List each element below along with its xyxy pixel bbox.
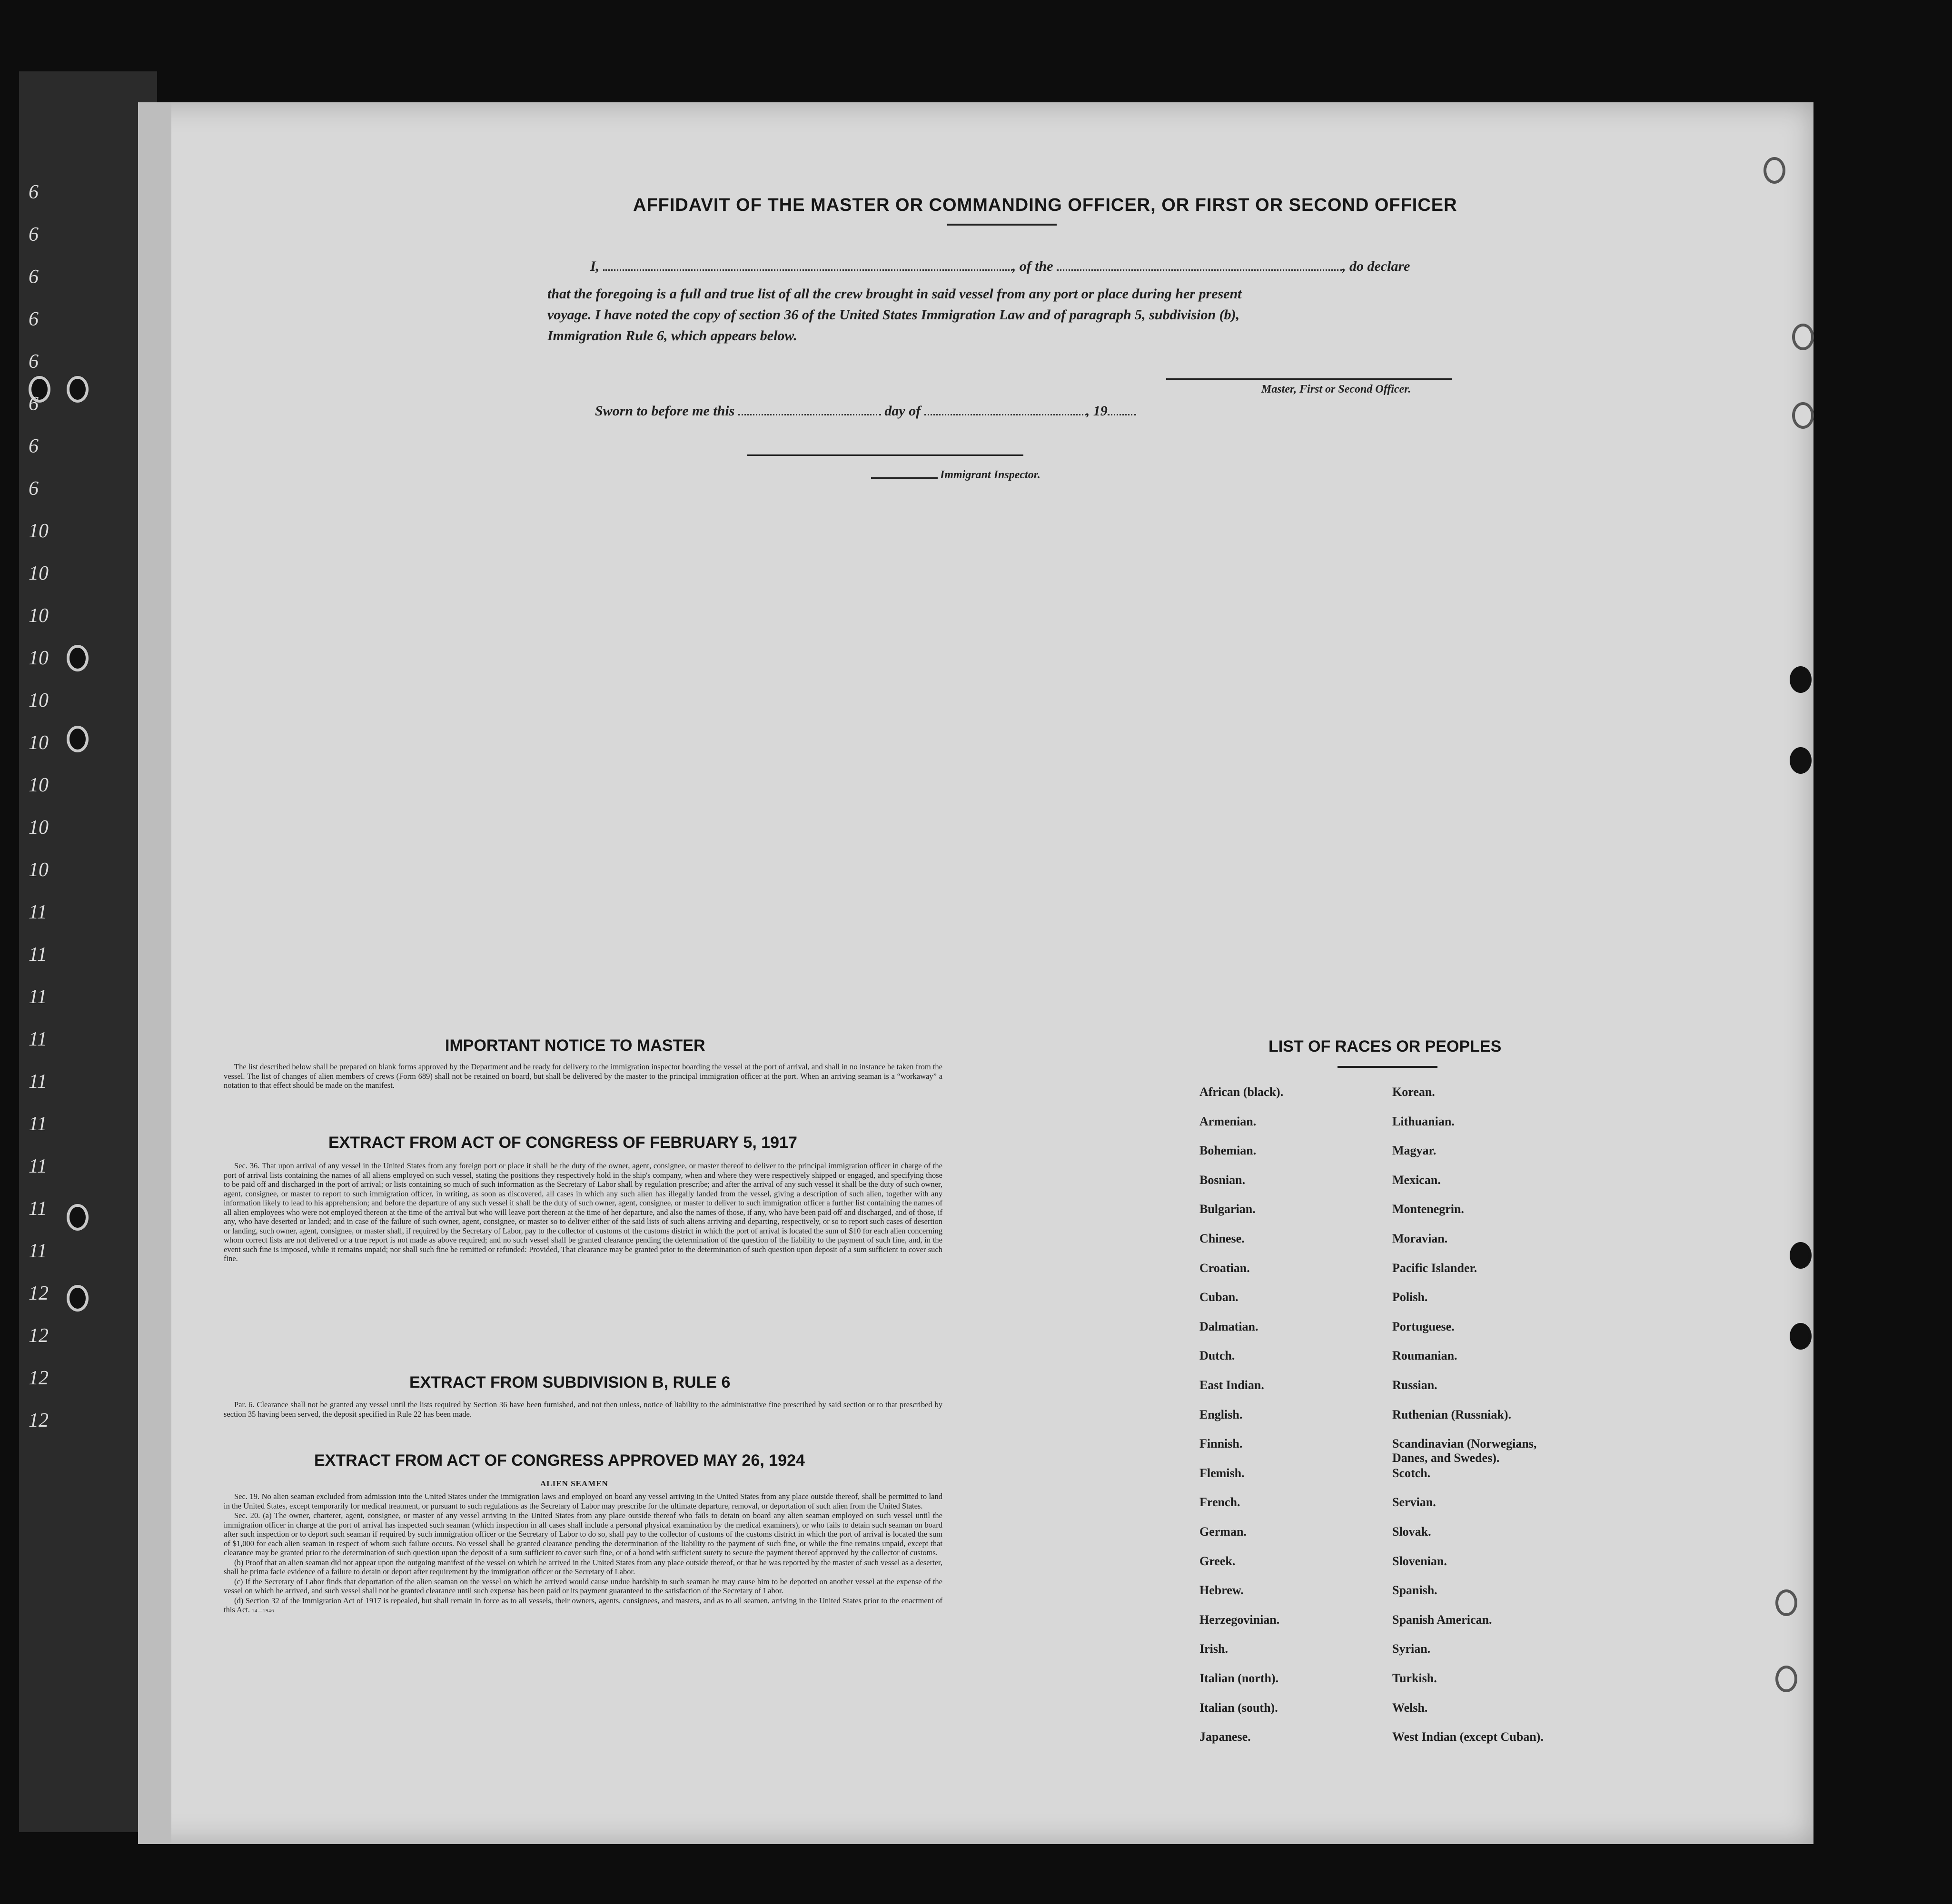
binder-hole: [67, 645, 89, 671]
section-20a-paragraph: Sec. 20. (a) The owner, charterer, agent, consignee, or master of any vessel arriving in the United States from any place outside thereof who fails to detain on board any alien seaman employed on such vessel until the immigration officer in charge at the port of arrival has inspected such seaman (which inspection in all cases shall include a personal physical examination by the medical examiners), or who fails to detain such seaman on board after such inspection or to deport such seaman if required by such immigration officer or the Secretary of Labor to do so, shall pay to the collector of customs of the customs district in which the port of arrival is located the sum of $1,000 for each alien seaman in respect of whom such failure occurs. No vessel shall be granted clearance pending the determination of the liability to the payment of such fine, or while the fine remains unpaid, except that clearance may be granted prior to the determination of such question upon the deposit of a sum sufficient to cover such fine, or of a bond with sufficient surety to secure the payment thereof approved by the collector of customs.: [224, 1511, 942, 1557]
race-entry: Spanish.: [1392, 1583, 1437, 1598]
act-1924-text: [224, 1492, 942, 1617]
of-the-label: , of the: [1012, 258, 1053, 274]
month-blank[interactable]: [924, 414, 1086, 415]
inspector-label: Immigrant Inspector.: [940, 469, 1040, 481]
page-edge: [138, 102, 171, 1844]
race-entry: Japanese.: [1199, 1730, 1251, 1744]
race-entry: Polish.: [1392, 1290, 1428, 1304]
race-entry: Lithuanian.: [1392, 1114, 1455, 1128]
binder-hole: [1790, 666, 1812, 693]
race-entry: Chinese.: [1199, 1232, 1245, 1245]
section-20c-paragraph: (c) If the Secretary of Labor finds that deportation of the alien seaman on the vessel on which he arrived would cause undue hardship to such seaman he may cause him to be deported on another vessel at the expense of the vessel on which he arrived, and such vessel shall not be granted clearance until such expense has been paid or its payment guaranteed to the satisfaction of the Secretary of Labor.: [224, 1577, 942, 1595]
notice-paragraph: The list described below shall be prepared on blank forms approved by the Department and be ready for delivery to the immigration inspector boarding the vessel at the port of arrival, and shall in no instance be taken from the vessel. The list of changes of alien members of crews (Form 689) shall not be retained on board, but shall be delivered by the master to the principal immigration officer at the port. When an arriving seaman is a “workaway” a notation to that effect should be made on the manifest.: [224, 1062, 942, 1090]
alien-seamen-subtitle: ALIEN SEAMEN: [540, 1479, 608, 1488]
race-entry: West Indian (except Cuban).: [1392, 1730, 1544, 1744]
race-entry: Portuguese.: [1392, 1319, 1455, 1333]
margin-row-number: 6: [29, 308, 39, 330]
race-entry: Montenegrin.: [1392, 1202, 1464, 1216]
i-label: I,: [590, 258, 600, 274]
race-entry: Bosnian.: [1199, 1173, 1246, 1187]
margin-row-number: 11: [29, 1198, 47, 1220]
margin-row-number: 11: [29, 901, 47, 923]
race-entry: Scandinavian (Norwegians, Danes, and Swedes).: [1392, 1437, 1537, 1465]
margin-row-number: 6: [29, 266, 39, 288]
section-19-paragraph: Sec. 19. No alien seaman excluded from admission into the United States under the immigration laws and employed on board any vessel arriving in the United States from any place outside thereof, shall be permitted to land in the United States, except temporarily for medical treatment, or pursuant to such regulations as the Secretary of Labor may prescribe for the ultimate departure, removal, or deportation of such alien from the United States.: [224, 1492, 942, 1510]
declaration-text-3: Immigration Rule 6, which appears below.: [547, 328, 797, 344]
margin-row-number: 10: [29, 520, 49, 542]
races-title-rule: [1338, 1066, 1437, 1068]
declaration-text-2: voyage. I have noted the copy of section 36 of the United States Immigration Law and of paragraph 5, subdivision (b),: [547, 307, 1240, 323]
binder-hole: [67, 1285, 89, 1312]
binder-hole: [67, 726, 89, 752]
form-number: 14—1946: [252, 1608, 275, 1614]
margin-row-number: 12: [29, 1367, 49, 1389]
sworn-label: Sworn to before me this: [595, 403, 735, 419]
race-entry: Syrian.: [1392, 1642, 1431, 1656]
margin-row-number: 11: [29, 1240, 47, 1262]
margin-row-number: 10: [29, 774, 49, 796]
binder-hole: [1764, 157, 1785, 184]
race-entry: Pacific Islander.: [1392, 1261, 1477, 1275]
race-entry: Flemish.: [1199, 1466, 1245, 1480]
race-entry: Slovak.: [1392, 1525, 1431, 1539]
race-entry: Mexican.: [1392, 1173, 1441, 1187]
race-entry: Bulgarian.: [1199, 1202, 1256, 1216]
race-entry: Scotch.: [1392, 1466, 1431, 1480]
inspector-signature-line: [747, 454, 1023, 456]
margin-row-number: 6: [29, 224, 39, 246]
race-entry: Moravian.: [1392, 1232, 1448, 1245]
margin-row-number: 10: [29, 859, 49, 881]
race-entry: East Indian.: [1199, 1378, 1264, 1392]
do-declare-label: , do declare: [1342, 258, 1410, 274]
margin-row-number: 6: [29, 181, 39, 203]
race-entry: Italian (north).: [1199, 1671, 1279, 1685]
notice-text: [224, 1062, 942, 1091]
vessel-blank[interactable]: [1057, 269, 1342, 271]
race-entry: French.: [1199, 1495, 1240, 1509]
race-entry: Greek.: [1199, 1554, 1236, 1568]
race-entry: Roumanian.: [1392, 1349, 1457, 1363]
race-entry: Hebrew.: [1199, 1583, 1244, 1598]
margin-row-number: 11: [29, 1028, 47, 1050]
section-20d-paragraph: (d) Section 32 of the Immigration Act of 1917 is repealed, but shall remain in force as to all vessels, their owners, agents, consignees, and masters, and as to all seamen, arriving in the United States prior to the enactment of this Act. 14—1946: [224, 1596, 942, 1614]
race-entry: Croatian.: [1199, 1261, 1250, 1275]
race-entry: Armenian.: [1199, 1114, 1257, 1128]
margin-row-number: 10: [29, 690, 49, 711]
notice-title: IMPORTANT NOTICE TO MASTER: [445, 1036, 705, 1055]
master-signature-label: Master, First or Second Officer.: [1261, 383, 1411, 395]
margin-row-number: 12: [29, 1282, 49, 1304]
race-entry: Servian.: [1392, 1495, 1436, 1509]
race-entry: Turkish.: [1392, 1671, 1437, 1685]
margin-row-number: 11: [29, 1155, 47, 1177]
paragraph-6: Par. 6. Clearance shall not be granted any vessel until the lists required by Section 36 have been furnished, and not then unless, notice of liability to the administrative fine prescribed by said section or to that prescribed by section 35 having been served, the deposit specified in Rule 22 has been made.: [224, 1400, 942, 1419]
binder-hole: [67, 1204, 89, 1231]
year-label: , 19: [1086, 403, 1108, 419]
binder-hole: [1790, 1323, 1812, 1350]
rule-6-title: EXTRACT FROM SUBDIVISION B, RULE 6: [409, 1373, 731, 1391]
race-entry: German.: [1199, 1525, 1247, 1539]
inspector-short-line: [871, 477, 938, 479]
day-of-label: day of: [884, 403, 921, 419]
day-blank[interactable]: [738, 414, 881, 415]
races-title: LIST OF RACES OR PEOPLES: [1268, 1037, 1502, 1056]
margin-row-number: 11: [29, 986, 47, 1008]
sworn-line: [595, 401, 1136, 422]
race-entry: Cuban.: [1199, 1290, 1239, 1304]
title-rule: [947, 224, 1057, 226]
rule-6-text: [224, 1400, 942, 1419]
binder-hole: [1790, 747, 1812, 774]
binder-hole: [1792, 402, 1814, 429]
margin-row-number: 10: [29, 817, 49, 839]
master-signature-line: [1166, 378, 1452, 380]
race-entry: Spanish American.: [1392, 1612, 1492, 1627]
margin-row-number: 11: [29, 1113, 47, 1135]
affidavit-title: AFFIDAVIT OF THE MASTER OR COMMANDING OFFICER, OR FIRST OR SECOND OFFICER: [633, 195, 1457, 215]
margin-row-number: 6: [29, 393, 39, 415]
binder-hole: [1775, 1589, 1797, 1616]
race-entry: Irish.: [1199, 1642, 1228, 1656]
section-36-paragraph: Sec. 36. That upon arrival of any vessel in the United States from any foreign port or place it shall be the duty of the owner, agent, consignee, or master thereof to deliver to the principal immigration officer in charge of the port of arrival lists containing the names of all aliens employed on such vessel, stating the positions they respectively hold in the ship's company, when and where they were respectively shipped or engaged, and specifying those to be paid off and discharged in the port of arrival; or lists containing so much of such information as the Secretary of Labor shall by regulation prescribe; and after the arrival of any such vessel it shall be the duty of such owner, agent, consignee, or master to report to such immigration officer, in writing, as soon as discovered, all cases in which any such alien has illegally landed from the vessel, giving a description of such alien, together with any information likely to lead to his apprehension; and before the departure of any such vessel it shall be the duty of such owner, agent, consignee, or master to deliver to such immigration officer a further list containing the names of all alien employees who were not employed thereon at the time of the arrival but who will leave port thereon at the time of her departure, and also the names of those, if any, who have been paid off and discharged, and of those, if any, who have deserted or landed; and in case of the failure of such owner, agent, consignee, or master so to deliver either of the said lists of such aliens arriving and departing, respectively, or so to report such cases of desertion or landing, such owner, agent, consignee, or master shall, if required by the Secretary of Labor, pay to the collector of customs of the customs district in which the port of arrival is located the sum of $10 for each alien concerning whom correct lists are not delivered or a true report is not made as above required; and no such vessel shall be granted clearance pending the determination of the question of the liability to the payment of such fine, and, in the event such fine is imposed, while it remains unpaid; nor shall such fine be remitted or refunded: Provided, That clearance may be granted prior to the determination of such question upon deposit of a sum sufficient to cover such fine.: [224, 1161, 942, 1263]
act-1917-text: [224, 1161, 942, 1264]
race-entry: Welsh.: [1392, 1700, 1428, 1715]
margin-row-number: 10: [29, 732, 49, 754]
margin-row-number: 10: [29, 647, 49, 669]
race-entry: Dalmatian.: [1199, 1319, 1258, 1333]
race-entry: African (black).: [1199, 1085, 1284, 1099]
margin-row-number: 6: [29, 435, 39, 457]
race-entry: Herzegovinian.: [1199, 1612, 1280, 1627]
binder-hole: [67, 376, 89, 403]
binder-hole: [1790, 1242, 1812, 1269]
margin-row-number: 6: [29, 478, 39, 500]
declaration-line: [590, 256, 1480, 277]
margin-row-number: 6: [29, 351, 39, 373]
race-entry: Ruthenian (Russniak).: [1392, 1407, 1511, 1421]
margin-row-number: 10: [29, 562, 49, 584]
declaration-text-1: that the foregoing is a full and true list of all the crew brought in said vessel from any port or place during her present: [547, 286, 1242, 302]
race-entry: Dutch.: [1199, 1349, 1235, 1363]
margin-row-number: 10: [29, 605, 49, 627]
margin-row-number: 12: [29, 1410, 49, 1431]
margin-row-number: 11: [29, 1071, 47, 1093]
name-blank[interactable]: [603, 269, 1012, 271]
act-1924-title: EXTRACT FROM ACT OF CONGRESS APPROVED MAY 26, 1924: [314, 1451, 805, 1470]
race-entry: Bohemian.: [1199, 1144, 1257, 1158]
race-entry: Slovenian.: [1392, 1554, 1447, 1568]
section-20b-paragraph: (b) Proof that an alien seaman did not appear upon the outgoing manifest of the vessel on which he arrived in the United States from any place outside thereof, or that he was reported by the master of such vessel as a deserter, shall be prima facie evidence of a failure to detain or deport after requirement by the immigration officer or the Secretary of Labor.: [224, 1558, 942, 1576]
act-1917-title: EXTRACT FROM ACT OF CONGRESS OF FEBRUARY 5, 1917: [328, 1134, 797, 1152]
binder-hole: [1792, 324, 1814, 350]
margin-row-number: 11: [29, 944, 47, 966]
race-entry: Magyar.: [1392, 1144, 1437, 1158]
race-entry: Russian.: [1392, 1378, 1437, 1392]
race-entry: Italian (south).: [1199, 1700, 1278, 1715]
race-entry: Korean.: [1392, 1085, 1435, 1099]
binder-hole: [1775, 1666, 1797, 1692]
margin-row-number: 12: [29, 1325, 49, 1347]
year-blank[interactable]: [1108, 414, 1136, 415]
race-entry: English.: [1199, 1407, 1243, 1421]
race-entry: Finnish.: [1199, 1437, 1243, 1451]
